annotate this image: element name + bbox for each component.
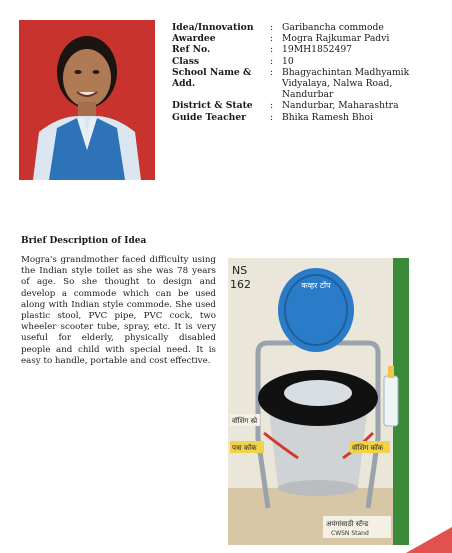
colon: : [270,111,274,123]
class-value: 10 [282,55,294,67]
guide-value: Bhika Ramesh Bhoi [282,111,374,123]
field-label: Awardee [172,33,216,45]
lid-label: कव्हर टॉप [301,281,331,290]
section-title: Brief Description of Idea [21,236,147,246]
field-label: Idea/Innovation [172,22,254,33]
student-photo [19,20,155,180]
washing-cock-label: वॉशिंग कॉक [352,444,384,452]
student-portrait-image [19,20,155,180]
info-table [172,22,442,123]
district-value: Nandurbar, Maharashtra [282,100,399,112]
description-text: Mogra's grandmother faced difficulty using the Indian style toilet as she was 78 years of age. So she thought to design and develop a commode which can be used along with Indian style commode. She used plastic stool, PVC pipe, PVC cock, two wheeler scooter tube, spray, etc. It is very useful for elderly, physically disabled people and child with special need. It is easy to handle, portable and cost effective. [21,255,216,366]
colon: : [270,44,274,56]
spray-label: वॉशिंग स्प्रे [232,417,258,425]
stand-label: अपंगांसाठी स्टॅन्ड [326,520,369,528]
field-label: School Name & Add. [172,66,252,90]
info-row-guide [172,112,442,123]
colon: : [270,22,274,33]
colon: : [270,33,274,45]
info-row-ref [172,44,442,55]
cwsn-label: CWSN Stand [331,530,369,537]
info-row-awardee [172,33,442,44]
colon: : [270,66,274,78]
info-row-school [172,67,442,101]
ref-value: 19MH1852497 [282,44,353,56]
info-row-idea [172,22,442,33]
ns-label: NS [232,264,248,277]
corner-decoration [406,527,452,553]
field-label: Ref No. [172,44,211,56]
field-label: District & State [172,100,253,112]
product-photo [228,258,409,545]
field-label: Guide Teacher [172,111,247,123]
colon: : [270,100,274,112]
number-label: 162 [230,278,251,291]
school-value: Bhagyachintan Madhyamik Vidyalaya, Nalwa Road, Nandurbar [282,66,410,101]
cock-label: पत्रा कॉक [232,444,257,452]
info-row-district [172,100,442,111]
commode-image [228,258,409,545]
colon: : [270,55,274,67]
awardee-value: Mogra Rajkumar Padvi [282,33,390,45]
field-label: Class [172,55,200,67]
idea-value: Garibancha commode [282,22,384,33]
info-row-class [172,56,442,67]
